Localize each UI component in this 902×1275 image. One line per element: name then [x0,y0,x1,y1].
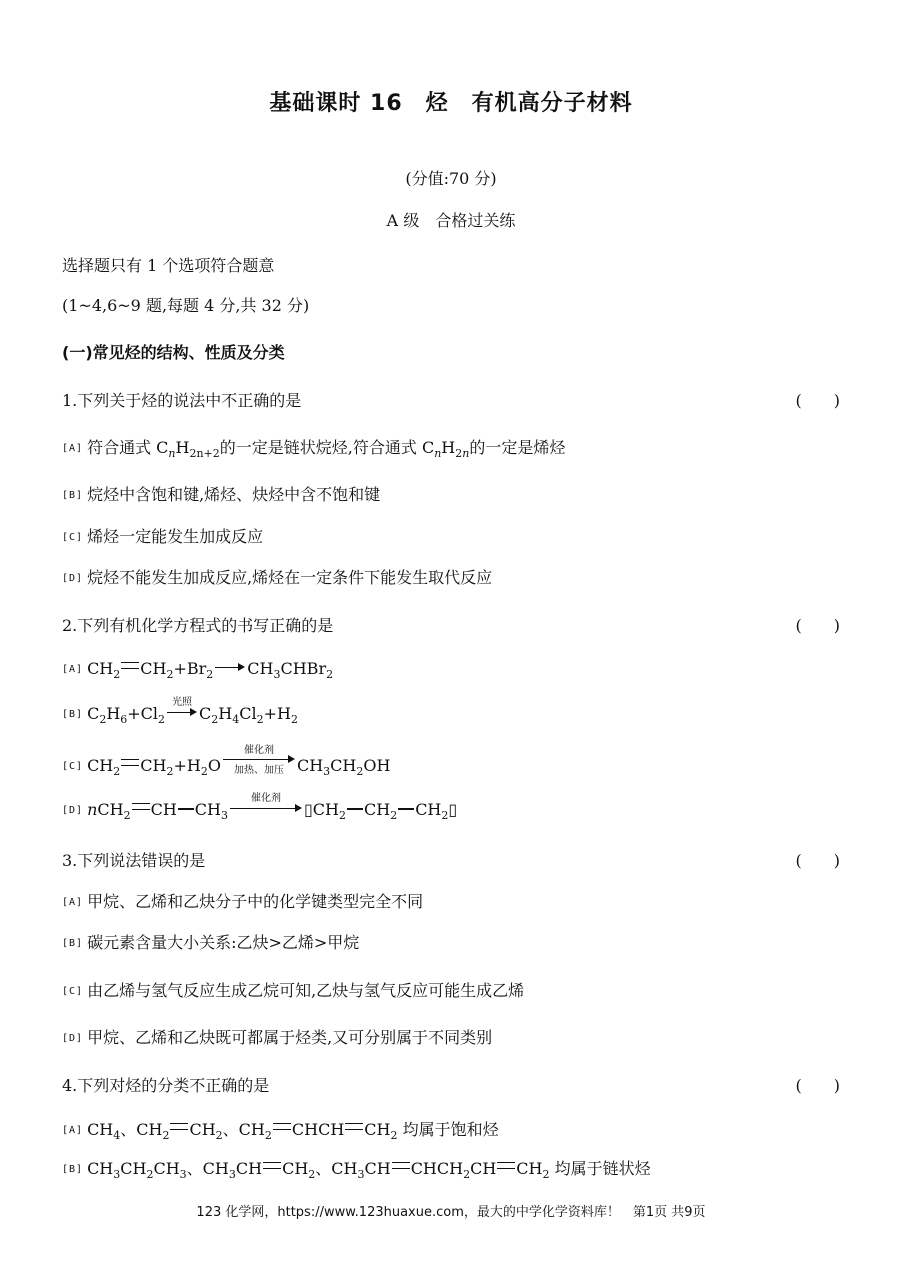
question-1 [62,388,840,411]
question-stem: 2.下列有机化学方程式的书写正确的是 [62,616,334,635]
reaction-arrow [167,697,197,721]
option-text: H [175,438,190,457]
option-tag: [B] [62,709,84,720]
subscript: n [434,447,442,461]
reaction-condition: 催化剂 [250,793,281,804]
option-text: 烷烃不能发生加成反应,烯烃在一定条件下能发生取代反应 [87,568,493,587]
option-2a: [A] $CH_2$ $CH_2+Br_2$ $CH_3CHBr_2$ [62,659,334,682]
option-tag: [D] [62,1033,84,1044]
option-text: 符合通式 C [87,438,169,457]
option-tag: [B] [62,938,84,949]
option-text: 均属于链状烃 [554,1159,651,1178]
reaction-condition: 加热、加压 [233,765,284,776]
instruction-text: 选择题只有 1 个选项符合题意 [62,256,275,275]
option-4a: [A] $CH_4$、$CH_2$ $CH_2$、$CH_2$ CHCH $CH_2$ 均属于饱和烃 [62,1120,499,1143]
level-heading: A 级 合格过关练 [386,211,516,230]
double-bond [497,1162,515,1169]
option-text: 烯烃一定能发生加成反应 [87,527,264,546]
answer-blank: ( ) [795,1076,840,1095]
subscript: n [168,447,176,461]
option-tag: [A] [62,443,84,454]
option-1c [62,524,263,547]
double-bond [273,1123,291,1130]
answer-blank: ( ) [795,616,840,635]
option-tag: [C] [62,761,84,772]
option-1b [62,482,380,505]
option-tag: [C] [62,986,84,997]
reaction-condition: 催化剂 [243,745,274,756]
double-bond [132,803,150,810]
scoring-text: (1~4,6~9 题,每题 4 分,共 32 分) [62,296,310,315]
option-text: 均属于饱和烃 [402,1120,499,1139]
double-bond [345,1123,363,1130]
option-tag: [A] [62,1125,84,1136]
question-2 [62,613,840,636]
question-3 [62,848,840,871]
option-text: H [441,438,456,457]
option-3b [62,930,359,953]
question-stem: 3.下列说法错误的是 [62,851,206,870]
answer-blank: ( ) [795,851,840,870]
option-1d [62,565,492,588]
option-2b: [B] $C_2H_6+Cl_2$ 光照 $C_2H_4Cl_2+H_2$ [62,704,298,726]
subscript: 2n+2 [189,447,220,461]
option-text: 的一定是链状烷烃,符合通式 C [219,438,435,457]
reaction-arrow [223,745,295,776]
option-3c [62,978,524,1001]
option-text: 的一定是烯烃 [469,438,566,457]
option-text: 甲烷、乙烯和乙炔既可都属于烃类,又可分别属于不同类别 [87,1028,493,1047]
option-2c: [C] $CH_2$ $CH_2+H_2O$ 催化剂 加热、加压 $CH_3CH_2OH$ [62,756,390,778]
page-footer: 123 化学网，https://www.123huaxue.com，最大的中学化学资料库！ 第1页 共9页 [196,1205,706,1220]
double-bond [170,1123,188,1130]
double-bond [121,662,139,669]
single-bond [178,808,194,810]
option-3a [62,889,423,912]
option-2d: [D] nCH$_2$ CH $CH_3$ 催化剂 $▯CH_2$ $CH_2$ $CH_2▯$ [62,800,457,822]
option-text: 甲烷、乙烯和乙炔分子中的化学键类型完全不同 [87,892,424,911]
single-bond [398,808,414,810]
answer-blank: ( ) [795,391,840,410]
reaction-condition: 光照 [172,697,193,708]
option-text: 碳元素含量大小关系:乙炔>乙烯>甲烷 [87,933,360,952]
option-tag: [D] [62,805,84,816]
reaction-arrow [215,660,245,676]
reaction-arrow [230,793,302,817]
option-text: 由乙烯与氢气反应生成乙烷可知,乙炔与氢气反应可能生成乙烯 [87,981,525,1000]
double-bond [121,759,139,766]
page-title: 基础课时 16 烃 有机高分子材料 [269,91,633,116]
score-note: (分值:70 分) [405,169,497,188]
option-tag: [B] [62,1164,84,1175]
option-text: 烷烃中含饱和键,烯烃、炔烃中含不饱和键 [87,485,381,504]
option-4b: [B] $CH_3CH_2CH_3$、$CH_3CH$ $CH_2$、$CH_3CH$ $CHCH_2CH$ $CH_2$ 均属于链状烃 [62,1159,651,1182]
option-tag: [D] [62,573,84,584]
double-bond [263,1162,281,1169]
double-bond [392,1162,410,1169]
subscript: 2 [455,447,463,461]
option-tag: [B] [62,490,84,501]
single-bond [347,808,363,810]
option-tag: [A] [62,664,84,675]
option-1a [62,435,565,460]
question-stem: 1.下列关于烃的说法中不正确的是 [62,391,302,410]
option-3d [62,1025,492,1048]
subscript: n [462,447,470,461]
question-stem: 4.下列对烃的分类不正确的是 [62,1076,270,1095]
question-4 [62,1073,840,1096]
option-tag: [C] [62,532,84,543]
option-tag: [A] [62,897,84,908]
section-heading: (一)常见烃的结构、性质及分类 [62,343,285,362]
